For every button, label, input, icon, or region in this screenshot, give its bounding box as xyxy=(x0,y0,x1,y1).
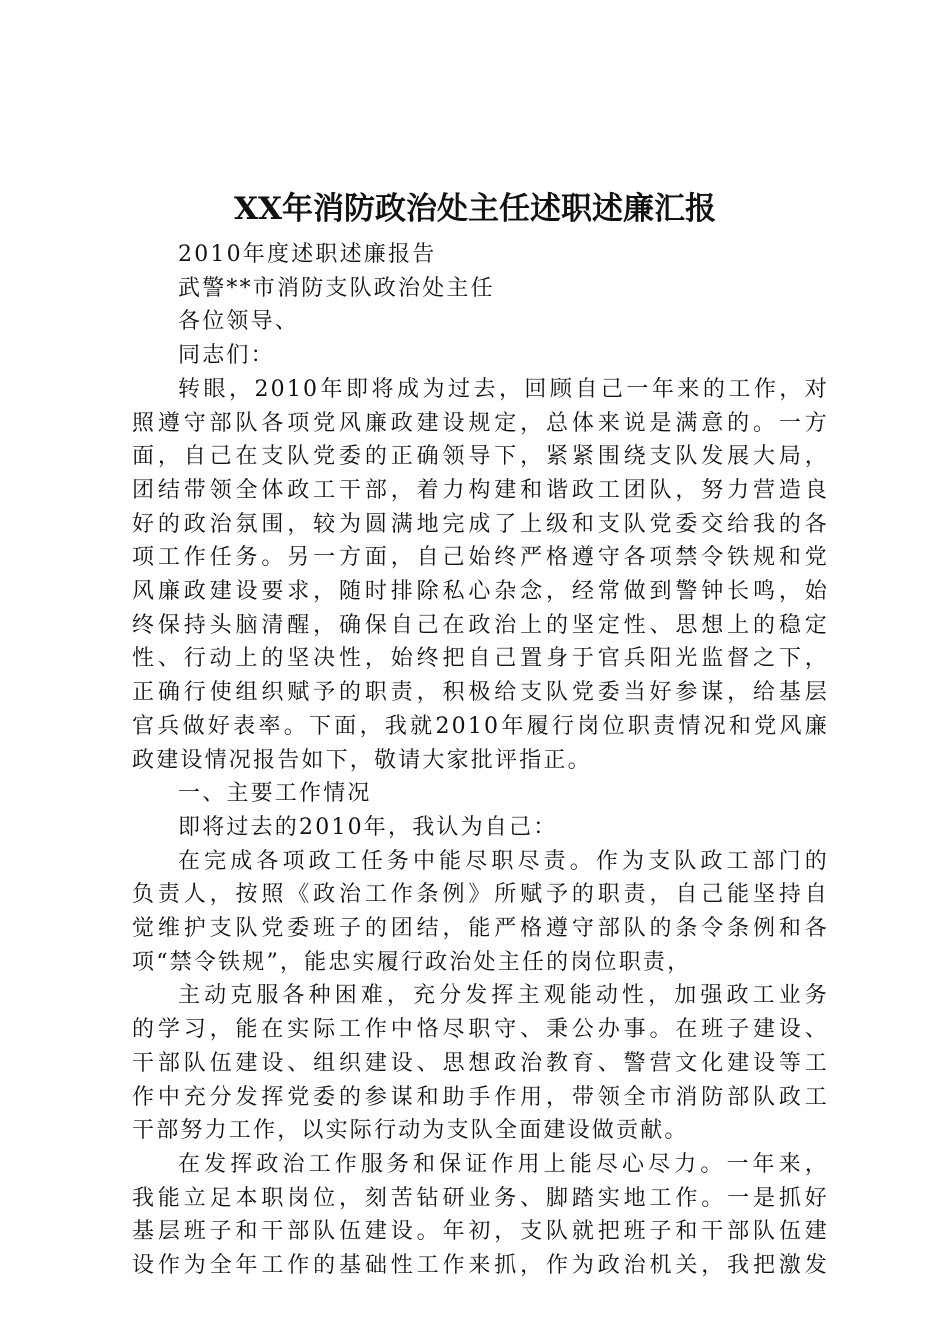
body-line: 基层班子和干部队伍建设。年初，支队就把班子和干部队伍建 xyxy=(132,1219,829,1245)
body-line: 面，自己在支队党委的正确领导下，紧紧围绕支队发展大局， xyxy=(132,444,829,470)
body-line: 2010年度述职述廉报告 xyxy=(178,242,437,267)
body-line: 官兵做好表率。下面，我就2010年履行岗位职责情况和党风廉 xyxy=(132,713,829,739)
body-line: 在发挥政治工作服务和保证作用上能尽心尽力。一年来， xyxy=(178,1151,829,1177)
body-line: 干部队伍建设、组织建设、思想政治教育、警营文化建设等工 xyxy=(132,1050,829,1076)
body-line: 设作为全年工作的基础性工作来抓，作为政治机关，我把激发 xyxy=(132,1253,829,1279)
document-body xyxy=(132,238,829,1283)
body-line: 在完成各项政工任务中能尽职尽责。作为支队政工部门的 xyxy=(178,848,829,874)
body-line: 正确行使组织赋予的职责，积极给支队党委当好参谋，给基层 xyxy=(132,680,829,706)
body-line: 好的政治氛围，较为圆满地完成了上级和支队党委交给我的各 xyxy=(132,511,829,537)
body-line: 干部努力工作，以实际行动为支队全面建设做贡献。 xyxy=(132,1118,689,1144)
body-line: 风廉政建设要求，随时排除私心杂念，经常做到警钟长鸣，始 xyxy=(132,579,829,605)
body-line: 性、行动上的坚决性，始终把自己置身于官兵阳光监督之下， xyxy=(132,646,829,672)
body-line: 武警**市消防支队政治处主任 xyxy=(178,275,495,301)
body-line: 政建设情况报告如下，敬请大家批评指正。 xyxy=(132,747,592,773)
body-line: 主动克服各种困难，充分发挥主观能动性，加强政工业务 xyxy=(178,983,829,1009)
body-line: 一、主要工作情况 xyxy=(178,781,372,807)
body-line: 转眼，2010年即将成为过去，回顾自己一年来的工作，对 xyxy=(178,376,829,402)
body-line: 同志们： xyxy=(178,343,275,369)
body-line: 团结带领全体政工干部，着力构建和谐政工团队，努力营造良 xyxy=(132,477,829,503)
body-line: 负责人，按照《政治工作条例》所赋予的职责，自己能坚持自 xyxy=(132,882,829,908)
body-line: 的学习，能在实际工作中恪尽职守、秉公办事。在班子建设、 xyxy=(132,1017,829,1043)
body-line: 照遵守部队各项党风廉政建设规定，总体来说是满意的。一方 xyxy=(132,410,829,436)
body-line: 即将过去的2010年，我认为自己： xyxy=(178,814,558,840)
body-line: 终保持头脑清醒，确保自己在政治上的坚定性、思想上的稳定 xyxy=(132,612,829,638)
body-line: 觉维护支队党委班子的团结，能严格遵守部队的条令条例和各 xyxy=(132,916,829,942)
body-line: 项“禁令铁规”，能忠实履行政治处主任的岗位职责， xyxy=(132,949,692,975)
body-line: 各位领导、 xyxy=(178,309,300,335)
body-line: 我能立足本职岗位，刻苦钻研业务、脚踏实地工作。一是抓好 xyxy=(132,1185,829,1211)
body-line: 作中充分发挥党委的参谋和助手作用，带领全市消防部队政工 xyxy=(132,1084,829,1110)
body-line: 项工作任务。另一方面，自己始终严格遵守各项禁令铁规和党 xyxy=(132,545,829,571)
document-title: XX年消防政治处主任述职述廉汇报 xyxy=(233,191,717,227)
